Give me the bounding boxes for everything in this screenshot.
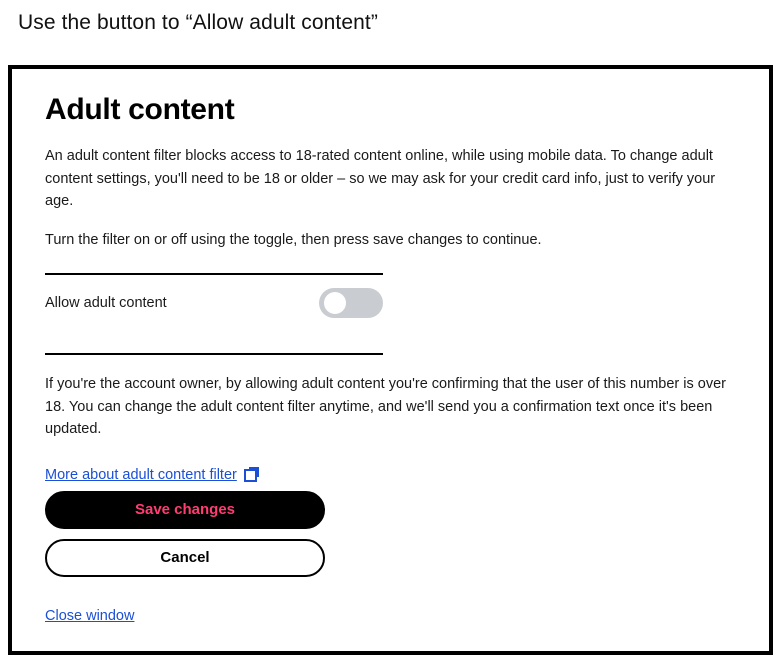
allow-adult-content-label: Allow adult content — [45, 295, 167, 311]
close-window-link[interactable]: Close window — [45, 607, 135, 624]
task-instruction: Use the button to “Allow adult content” — [18, 11, 378, 34]
description-paragraph-1: An adult content filter blocks access to 18-rated content online, while using mobile data. To change adult content settings, you'll need to be 18 or older – so we may ask for your credit card info, just to verify your age. — [45, 148, 716, 209]
allow-adult-content-row — [45, 275, 383, 331]
more-about-filter-row — [45, 467, 739, 483]
close-window-row — [45, 607, 739, 625]
external-link-icon — [244, 467, 259, 482]
toggle-knob-icon — [324, 292, 346, 314]
description-paragraph-2: Turn the filter on or off using the toggle, then press save changes to continue. — [45, 231, 542, 248]
cancel-button[interactable]: Cancel — [45, 539, 325, 577]
adult-content-dialog — [8, 65, 773, 655]
page-title: Adult content — [45, 93, 235, 126]
more-about-adult-content-filter-link[interactable]: More about adult content filter — [45, 466, 237, 483]
description-paragraph-3: If you're the account owner, by allowing adult content you're confirming that the user of this number is over 18. You can change the adult content filter anytime, and we'll send you a confirmation text once it's been updated. — [45, 376, 726, 437]
save-changes-button[interactable]: Save changes — [45, 491, 325, 529]
allow-adult-content-toggle[interactable] — [319, 288, 383, 318]
